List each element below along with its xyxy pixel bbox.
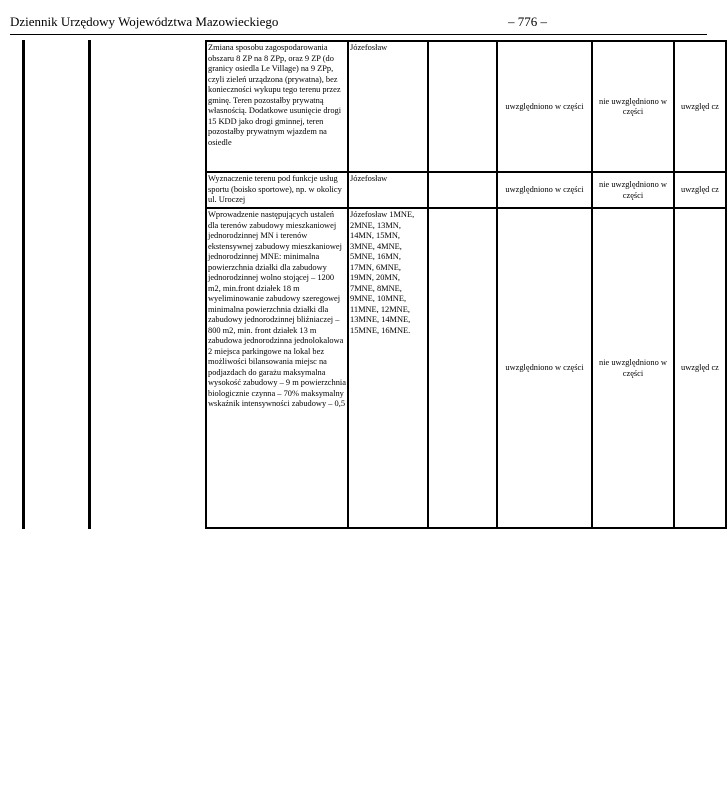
- table-row: [206, 208, 726, 528]
- page-number: – 776 –: [508, 14, 547, 29]
- decision-cell: uwzględ cz: [674, 41, 726, 172]
- plots-cell: [428, 208, 497, 528]
- page-header: [10, 14, 700, 32]
- description-cell: Wyznaczenie terenu pod funkcje usług sportu (boisko sportowe), np. w okolicy ul. Uroczej: [206, 172, 348, 208]
- remarks-table: [205, 40, 727, 529]
- decision-cell: uwzględniono w części: [497, 172, 592, 208]
- location-cell: Józefosław: [348, 172, 428, 208]
- decision-cell: nie uwzględniono w części: [592, 208, 674, 528]
- decision-cell: uwzględniono w części: [497, 41, 592, 172]
- decision-cell: uwzględ cz: [674, 208, 726, 528]
- table-row: [206, 41, 726, 172]
- location-cell: Józefosław 1MNE, 2MNE, 13MN, 14MN, 15MN, 3MNE, 4MNE, 5MNE, 16MN, 17MN, 6MNE, 19MN, 20MN, 7MNE, 8MNE, 9MNE, 10MNE, 11MNE, 12MNE, 13MNE, 14MNE, 15MNE, 16MNE.: [348, 208, 428, 528]
- plots-cell: [428, 41, 497, 172]
- journal-title: Dziennik Urzędowy Województwa Mazowieckiego: [10, 14, 279, 29]
- location-cell: Józefosław: [348, 41, 428, 172]
- plots-cell: [428, 172, 497, 208]
- header-rule: [10, 34, 707, 35]
- description-cell: Wprowadzenie następujących ustaleń dla terenów zabudowy mieszkaniowej jednorodzinnej MN i terenów ekstensywnej zabudowy mieszkaniowej jednorodzinnej MNE: minimalna powierzchnia działki dla zabudowy jednorodzinnej wolno stojącej – 1200 m2, min.front działek 18 m wyeliminowanie zabudowy szeregowej minimalna powierzchnia działki dla zabudowy jednorodzinnej bliźniaczej – 800 m2, min. front działek 13 m zabudowa jednorodzinna jednolokalowa 2 miejsca parkingowe na lokal bez możliwości bilansowania miejsc na podjazdach do garażu maksymalna wysokość zabudowy – 9 m powierzchnia biologicznie czynna – 70% maksymalny wskaźnik intensywności zabudowy – 0,5: [206, 208, 348, 528]
- left-column-border: [22, 40, 25, 529]
- decision-cell: nie uwzględniono w części: [592, 172, 674, 208]
- table-row: [206, 172, 726, 208]
- second-column-border: [88, 40, 91, 529]
- description-cell: Zmiana sposobu zagospodarowania obszaru 8 ZP na 8 ZPp, oraz 9 ZP (do granicy osiedla Le Village) na 9 ZPp, czyli zieleń urządzona (prywatna), bez konieczności wykupu tego terenu przez gminę. Teren pozostałby prywatną własnością. Dodatkowe usunięcie drogi 15 KDD jako drogi gminnej, teren pozostałby prywatnym wjazdem na osiedle: [206, 41, 348, 172]
- decision-cell: uwzględ cz: [674, 172, 726, 208]
- decision-cell: uwzględniono w części: [497, 208, 592, 528]
- decision-cell: nie uwzględniono w części: [592, 41, 674, 172]
